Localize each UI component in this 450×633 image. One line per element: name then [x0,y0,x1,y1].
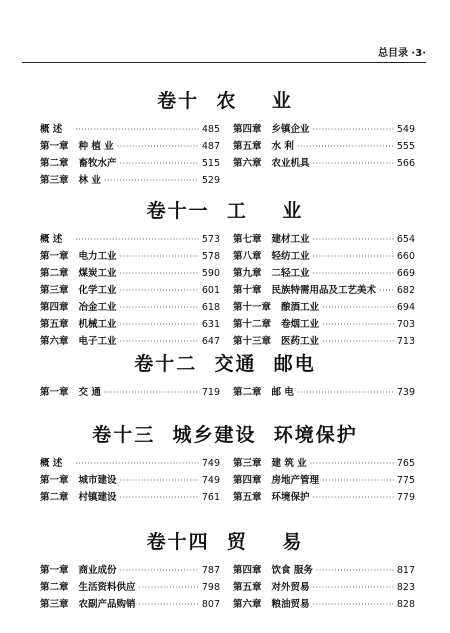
leader-dots [75,235,199,244]
toc-entry [233,282,415,299]
toc-entry [233,562,415,579]
toc-entry [233,455,415,472]
toc-entry [233,384,415,401]
chapter-name: 农业机具 [271,158,310,169]
leader-dots [313,252,394,261]
page-number: 765 [396,458,415,469]
leader-dots [104,176,199,185]
header-page-label: 总目录 ·3· [377,48,426,59]
chapter-number: 第十一章 [233,302,272,313]
page-number: 787 [201,565,220,576]
toc-entry [40,172,220,189]
leader-dots [313,600,394,609]
chapter-name: 对外贸易 [271,582,310,593]
page-number: 485 [201,124,220,135]
page-number: 739 [396,387,415,398]
page-number: 487 [201,141,220,152]
chapter-number: 概 述 [40,458,63,469]
page-number: 669 [396,268,415,279]
toc-entry [233,333,415,350]
page-number: 807 [201,599,220,610]
toc-entry [40,596,220,613]
leader-dots [322,320,394,329]
volume-title: 卷十 农 业 [157,90,293,112]
volume-12 [0,349,450,398]
chapter-name: 种 植 业 [78,141,114,152]
leader-dots [104,388,199,397]
toc-entry [233,579,415,596]
toc-entry [233,316,415,333]
toc-entry [40,455,220,472]
page-number: 798 [201,582,220,593]
page-number: 761 [201,492,220,503]
leader-dots [313,159,394,168]
chapter-name: 酿酒工业 [281,302,320,313]
leader-dots [313,125,394,134]
toc-entry [40,248,220,265]
toc-entry [40,579,220,596]
page-number: 590 [201,268,220,279]
chapter-name: 医药工业 [281,336,320,347]
leader-dots [120,303,199,312]
toc-entry [40,472,220,489]
page-number: 749 [201,475,220,486]
chapter-number: 概 述 [40,234,63,245]
leader-dots [120,566,199,575]
toc-left-column [40,231,220,350]
page-number: 828 [396,599,415,610]
chapter-name: 民族特需用品及工艺美术 [271,285,377,296]
toc-right-column [233,121,415,172]
page-header [22,44,426,63]
chapter-number: 第八章 [233,251,262,262]
volume-title: 卷十二 交通 邮电 [134,353,316,375]
toc-entry [233,489,415,506]
page-number: 515 [201,158,220,169]
leader-dots [139,583,199,592]
chapter-number: 第七章 [233,234,262,245]
chapter-name: 化学工业 [78,285,117,296]
toc-entry [40,384,220,401]
chapter-name: 建 筑 业 [271,458,307,469]
toc-right-column [233,384,415,401]
leader-dots [313,235,394,244]
page-number: 779 [396,492,415,503]
toc-entry [233,299,415,316]
page-number: 529 [201,175,220,186]
toc-entry [40,489,220,506]
toc-entry [40,333,220,350]
page-number: 566 [396,158,415,169]
chapter-name: 畜牧水产 [78,158,117,169]
toc-entry [40,316,220,333]
leader-dots [75,125,199,134]
page-number: 601 [201,285,220,296]
toc-entry [233,248,415,265]
toc-entry [40,299,220,316]
toc-entry [40,231,220,248]
volume-title: 卷十四 贸 易 [146,531,304,553]
chapter-name: 煤炭工业 [78,268,117,279]
leader-dots [322,303,394,312]
leader-dots [313,583,394,592]
chapter-name: 粮油贸易 [271,599,310,610]
chapter-number: 第九章 [233,268,262,279]
leader-dots [297,142,394,151]
leader-dots [120,493,199,502]
page-number: 660 [396,251,415,262]
chapter-name: 村镇建设 [78,492,117,503]
toc-right-column [233,562,415,613]
toc-entry [233,231,415,248]
volume-title: 卷十三 城乡建设 环境保护 [92,424,358,446]
toc-left-column [40,384,220,401]
chapter-number: 第四章 [233,475,262,486]
chapter-name: 轻纺工业 [271,251,310,262]
leader-dots [313,493,394,502]
toc-entry [40,138,220,155]
chapter-number: 第三章 [40,285,69,296]
chapter-name: 机械工业 [78,319,117,330]
leader-dots [120,252,199,261]
chapter-number: 第五章 [40,319,69,330]
page-number: 631 [201,319,220,330]
leader-dots [139,600,199,609]
chapter-number: 第一章 [40,565,69,576]
chapter-name: 生活资料供应 [78,582,136,593]
chapter-number: 第四章 [40,302,69,313]
toc-entry [40,121,220,138]
chapter-number: 第二章 [40,582,69,593]
chapter-name: 二轻工业 [271,268,310,279]
volume-title: 卷十一 工 业 [146,200,304,222]
toc-entry [233,472,415,489]
chapter-number: 第三章 [40,175,69,186]
toc-entry [40,265,220,282]
volume-11 [0,196,450,347]
toc-entry [233,265,415,282]
leader-dots [322,476,394,485]
volume-10 [0,86,450,186]
chapter-name: 交 通 [78,387,101,398]
chapter-number: 第一章 [40,141,69,152]
chapter-number: 第四章 [233,124,262,135]
leader-dots [310,459,394,468]
page-number: 713 [396,336,415,347]
page-number: 703 [396,319,415,330]
toc-entry [233,138,415,155]
chapter-name: 房地产管理 [271,475,320,486]
chapter-name: 电力工业 [78,251,117,262]
toc-right-column [233,455,415,506]
page-number: 555 [396,141,415,152]
chapter-name: 农副产品购销 [78,599,136,610]
toc-entry [40,155,220,172]
chapter-number: 第五章 [233,582,262,593]
leader-dots [313,269,394,278]
chapter-name: 卷烟工业 [281,319,320,330]
toc-left-column [40,562,220,613]
page-number: 578 [201,251,220,262]
chapter-number: 第十章 [233,285,262,296]
toc-entry [40,562,220,579]
page-number: 573 [201,234,220,245]
chapter-number: 第二章 [40,158,69,169]
leader-dots [120,286,199,295]
page-number: 775 [396,475,415,486]
toc-right-column [233,231,415,350]
page-number: 654 [396,234,415,245]
chapter-number: 第四章 [233,565,262,576]
chapter-number: 第一章 [40,387,69,398]
chapter-number: 第六章 [233,158,262,169]
chapter-name: 城市建设 [78,475,117,486]
volume-13 [0,420,450,503]
toc-left-column [40,455,220,506]
leader-dots [120,159,199,168]
chapter-name: 商业成份 [78,565,117,576]
chapter-name: 水 利 [271,141,294,152]
chapter-number: 第十二章 [233,319,272,330]
volume-14 [0,527,450,610]
chapter-number: 第三章 [233,458,262,469]
chapter-name: 冶金工业 [78,302,117,313]
page-number: 682 [396,285,415,296]
chapter-name: 环境保护 [271,492,310,503]
page-number: 694 [396,302,415,313]
chapter-name: 电子工业 [78,336,117,347]
chapter-number: 第二章 [233,387,262,398]
chapter-name: 邮 电 [271,387,294,398]
toc-left-column [40,121,220,189]
page-number: 719 [201,387,220,398]
chapter-name: 林 业 [78,175,101,186]
chapter-number: 第五章 [233,492,262,503]
leader-dots [120,337,199,346]
chapter-number: 第十三章 [233,336,272,347]
page-number: 549 [396,124,415,135]
chapter-number: 第二章 [40,492,69,503]
page-number: 618 [201,302,220,313]
page-number: 823 [396,582,415,593]
leader-dots [120,320,199,329]
chapter-number: 第一章 [40,475,69,486]
leader-dots [297,388,394,397]
chapter-number: 概 述 [40,124,63,135]
leader-dots [120,476,199,485]
page-number: 817 [396,565,415,576]
chapter-number: 第一章 [40,251,69,262]
toc-entry [233,121,415,138]
chapter-name: 乡镇企业 [271,124,310,135]
page-number: 647 [201,336,220,347]
chapter-number: 第六章 [40,336,69,347]
chapter-name: 饮食 服务 [271,565,313,576]
chapter-number: 第三章 [40,599,69,610]
leader-dots [316,566,394,575]
chapter-number: 第五章 [233,141,262,152]
chapter-name: 建材工业 [271,234,310,245]
leader-dots [379,286,394,295]
chapter-number: 第二章 [40,268,69,279]
toc-entry [233,155,415,172]
toc-entry [40,282,220,299]
leader-dots [120,269,199,278]
leader-dots [322,337,394,346]
toc-entry [233,596,415,613]
leader-dots [117,142,199,151]
leader-dots [75,459,199,468]
chapter-number: 第六章 [233,599,262,610]
page-number: 749 [201,458,220,469]
